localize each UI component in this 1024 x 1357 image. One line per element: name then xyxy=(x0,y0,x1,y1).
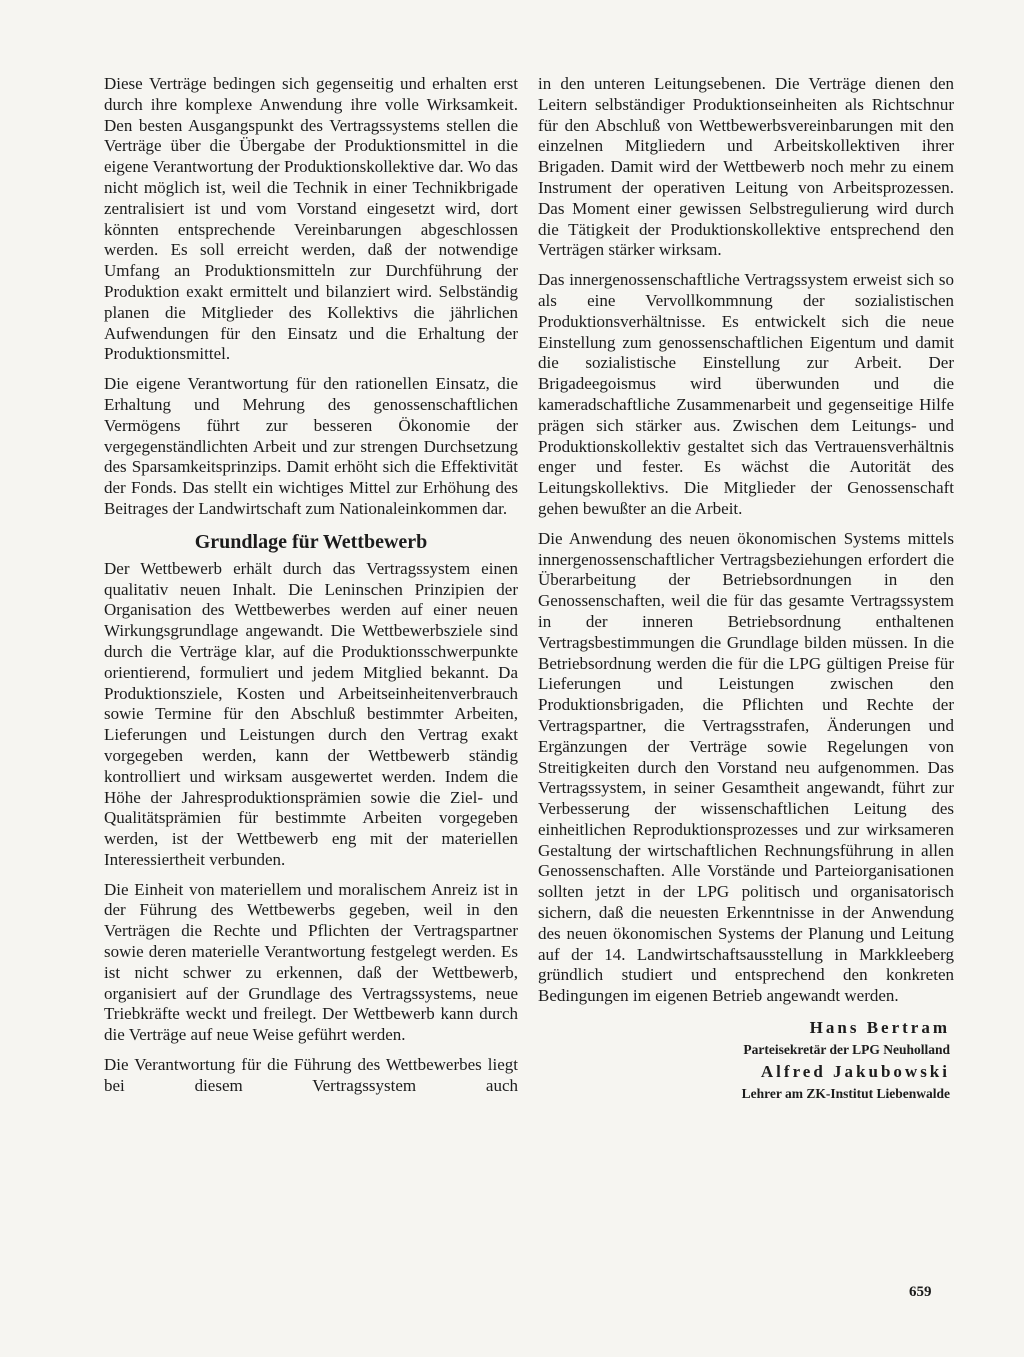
author-name: Hans Bertram xyxy=(809,1018,950,1038)
page-number: 659 xyxy=(909,1284,932,1300)
paragraph: Die Anwendung des neuen ökonomischen Systems mittels innergenossenschaftlicher Vertragsbeziehungen erfordert die Überarbeitung der Betriebsordnungen in den Genossenschaften, weil die für das gesamte Vertragssystem in der inneren Betriebsordnung enthaltenen Vertragsbestimmungen die Grundlage bilden müssen. In die Betriebsordnung werden die für die LPG gültigen Preise für Lieferungen und Leistungen zwischen den Produktionsbrigaden, die Pflichten und Rechte der Vertragspartner, die Vertragsstrafen, Änderungen und Ergänzungen der Verträge sowie Regelungen von Streitigkeiten durch den Vorstand neu aufgenommen. Das Vertragssystem, in seiner Gesamtheit angewandt, führt zur Verbesserung der wissenschaftlichen Leitung des einheitlichen Reproduktionsprozesses und zur wirksameren Gestaltung der wirtschaftlichen Rechnungsführung in allen Genossenschaften. Alle Vorstände und Parteiorganisationen sollten jetzt in der LPG politisch und organisatorisch sichern, daß die neuesten Erkenntnisse in der Anwendung des neuen ökonomischen Systems der Planung und Leitung auf der 14. Landwirtschaftsausstellung in Markkleeberg gründlich studiert und entsprechend den konkreten Bedingungen im eigenen Betrieb angewandt werden. xyxy=(538,528,954,1006)
author-role: Parteisekretär der LPG Neuholland xyxy=(743,1042,950,1058)
paragraph: in den unteren Leitungsebenen. Die Verträge dienen den Leitern selbständiger Produktionseinheiten als Richtschnur für den Abschluß von Wettbewerbsvereinbarungen mit den einzelnen Mitgliedern und Arbeitskollektiven ihrer Brigaden. Damit wird der Wettbewerb noch mehr zu einem Instrument der operativen Leitung von Arbeitsprozessen. Das Moment einer gewissen Selbstregulierung wird durch die Tätigkeit der Produktionskollektive entsprechend den Verträgen stärker wirksam. xyxy=(538,74,954,260)
section-heading: Grundlage für Wettbewerb xyxy=(194,530,428,553)
paragraph: Die eigene Verantwortung für den rationellen Einsatz, die Erhaltung und Mehrung des genossenschaftlichen Vermögens führt zur besseren Ökonomie der vergegenständlichten Arbeit und zur strengen Durchsetzung des Sparsamkeitsprinzips. Damit erhöht sich die Effektivität der Fonds. Das stellt ein wichtiges Mittel zur Erhöhung des Beitrages der Landwirtschaft zum Nationaleinkommen dar. xyxy=(104,374,518,518)
author-role: Lehrer am ZK-Institut Liebenwalde xyxy=(741,1086,950,1102)
left-column xyxy=(104,74,518,1106)
author-name: Alfred Jakubowski xyxy=(760,1062,950,1082)
paragraph: Das innergenossenschaftliche Vertragssystem erweist sich so als eine Vervollkommnung der sozialistischen Produktionsverhältnisse. Es entwickelt sich die neue Einstellung zum genossenschaftlichen Eigentum und damit die sozialistische Einstellung zur Arbeit. Der Brigadeegoismus wird überwunden und die kameradschaftliche Zusammenarbeit und gegenseitige Hilfe prägen sich stärker aus. Zwischen dem Leitungs- und Produktionskollektiv gestaltet sich das Vertrauensverhältnis enger und fester. Es wächst die Autorität des Leitungskollektivs. Die Mitglieder der Genossenschaft gehen bewußter an die Arbeit. xyxy=(538,270,954,518)
signature-block xyxy=(538,1016,954,1104)
right-column xyxy=(538,74,954,1104)
paragraph: Diese Verträge bedingen sich gegenseitig und erhalten erst durch ihre komplexe Anwendung ihre volle Wirksamkeit. Den besten Ausgangspunkt des Vertragssystems stellen die Verträge über die Übergabe der Produktionsmittel in die eigene Verantwortung der Produktionskollektive dar. Wo das nicht möglich ist, weil die Technik in einer Technikbrigade zentralisiert ist und vom Vorstand eingesetzt wird, dort könnten entsprechende Vereinbarungen abgeschlossen werden. Es soll erreicht werden, daß der notwendige Umfang an Produktionsmitteln zur Durchführung der Produktion exakt ermittelt und bilanziert wird. Selbständig planen die Mitglieder des Kollektivs die jährlichen Aufwendungen für den Einsatz und die Erhaltung der Produktionsmittel. xyxy=(104,74,518,364)
paragraph: Die Einheit von materiellem und moralischem Anreiz ist in der Führung des Wettbewerbs gegeben, weil in den Verträgen die Rechte und Pflichten der Vertragspartner sowie deren materielle Verantwortung festgelegt werden. Es ist nicht schwer zu erkennen, daß der Wettbewerb, organisiert auf der Grundlage des Vertragssystems, neue Triebkräfte weckt und freilegt. Der Wettbewerb kann durch die Verträge auf neue Weise geführt werden. xyxy=(104,879,518,1045)
paragraph: Die Verantwortung für die Führung des Wettbewerbes liegt bei diesem Vertragssystem auch xyxy=(104,1055,518,1095)
paragraph: Der Wettbewerb erhält durch das Vertragssystem einen qualitativ neuen Inhalt. Die Leninschen Prinzipien der Organisation des Wettbewerbes werden auf einer neuen Wirkungsgrundlage angewandt. Die Wettbewerbsziele sind durch die Verträge klar, auf die Produktionsschwerpunkte orientierend, formuliert und jedem Mitglied bekannt. Da Produktionsziele, Kosten und Arbeitseinheitenverbrauch sowie Termine für den Abschluß bestimmter Arbeiten, Lieferungen und Leistungen durch den Vertrag exakt vorgegeben werden, kann der Wettbewerb ständig kontrolliert und wirksam ausgewertet werden. Indem die Höhe der Jahresproduktionsprämien sowie die Ziel- und Qualitätsprämien für bestimmte Arbeiten vorgegeben werden, ist der Wettbewerb eng mit der materiellen Interessiertheit verbunden. xyxy=(104,558,518,869)
